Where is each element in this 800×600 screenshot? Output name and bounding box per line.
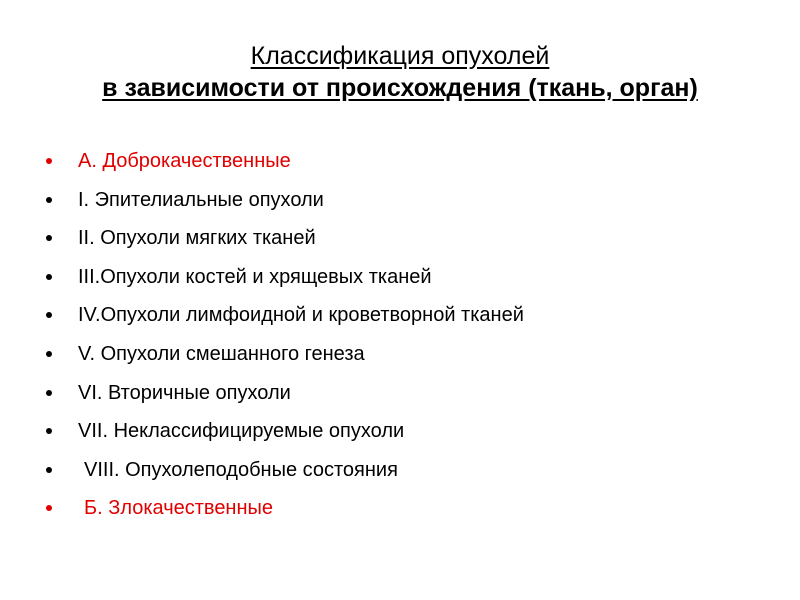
list-item-text: VII. Неклассифицируемые опухоли	[78, 420, 405, 443]
bullet-icon	[46, 235, 52, 241]
list-item-text: IV.Опухоли лимфоидной и кроветворной тканей	[78, 304, 524, 327]
list-item-text: VI. Вторичные опухоли	[78, 381, 291, 404]
title-line-2: в зависимости от происхождения (ткань, орган)	[102, 74, 698, 102]
list-item-text: II. Опухоли мягких тканей	[78, 227, 316, 250]
bullet-icon	[46, 505, 52, 511]
list-item-text: Б. Злокачественные	[84, 497, 274, 520]
bullet-icon	[46, 158, 52, 164]
list-item-text: III.Опухоли костей и хрящевых тканей	[78, 265, 432, 288]
bullet-icon	[46, 351, 52, 357]
list-item-text: VIII. Опухолеподобные состояния	[84, 458, 398, 481]
list-item-text: I. Эпителиальные опухоли	[78, 188, 324, 211]
bullet-icon	[46, 312, 52, 318]
slide-title	[0, 40, 800, 104]
bullet-icon	[46, 197, 52, 203]
bullet-icon	[46, 274, 52, 280]
list-item-text: V. Опухоли смешанного генеза	[78, 342, 365, 365]
bullet-icon	[46, 390, 52, 396]
list-item-text: А. Доброкачественные	[78, 150, 291, 172]
title-line-1: Классификация опухолей	[250, 42, 550, 70]
bullet-icon	[46, 428, 52, 434]
bullet-icon	[46, 467, 52, 473]
